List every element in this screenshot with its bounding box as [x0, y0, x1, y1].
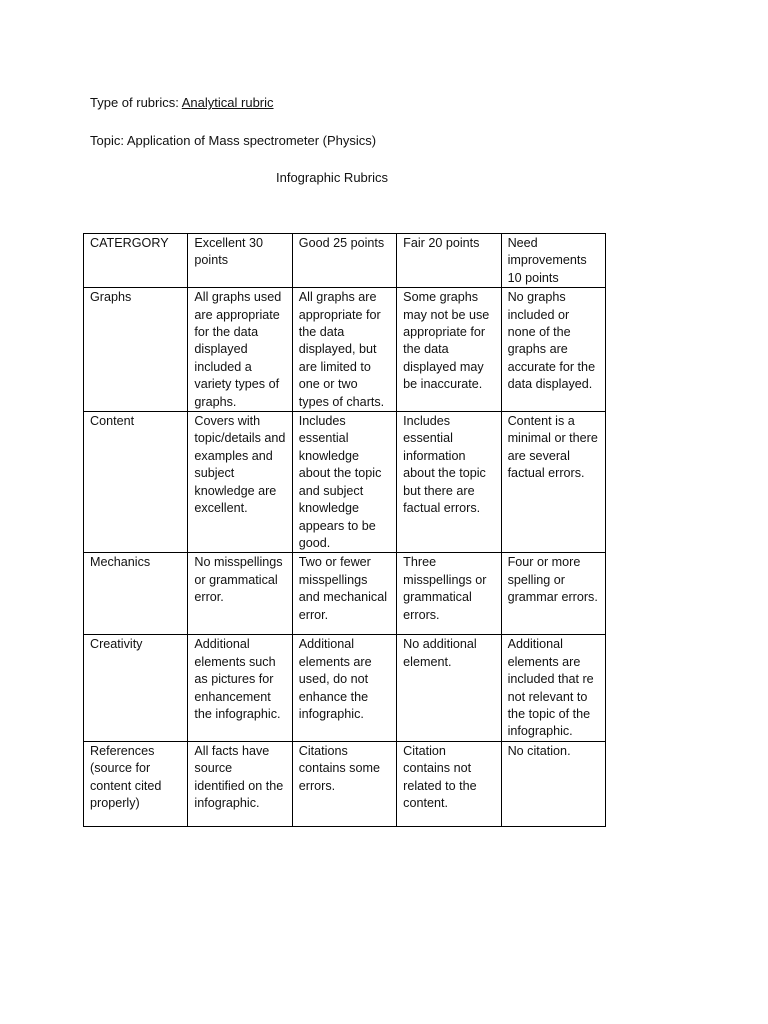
header-cell-excellent: Excellent 30 points [188, 234, 292, 288]
category-cell-creativity: Creativity [84, 635, 188, 741]
table-cell: Covers with topic/details and examples and subject knowledge are excellent. [188, 412, 292, 553]
table-row [84, 412, 606, 553]
table-cell: All graphs are appropriate for the data displayed, but are limited to one or two types of charts. [292, 288, 396, 412]
table-cell: All facts have source identified on the infographic. [188, 741, 292, 826]
table-cell: Three misspellings or grammatical errors. [397, 553, 501, 635]
table-cell: Four or more spelling or grammar errors. [501, 553, 605, 635]
table-cell: Additional elements are used, do not enhance the infographic. [292, 635, 396, 741]
table-cell: Includes essential information about the topic but there are factual errors. [397, 412, 501, 553]
header-cell-good: Good 25 points [292, 234, 396, 288]
header-cell-fair: Fair 20 points [397, 234, 501, 288]
table-cell: No additional element. [397, 635, 501, 741]
table-cell: Two or fewer misspellings and mechanical error. [292, 553, 396, 635]
header-cell-category: CATERGORY [84, 234, 188, 288]
rubric-table [83, 233, 606, 827]
category-cell-graphs: Graphs [84, 288, 188, 412]
category-cell-references: References (source for content cited properly) [84, 741, 188, 826]
table-cell: No graphs included or none of the graphs are accurate for the data displayed. [501, 288, 605, 412]
rubric-type-label: Type of rubrics: [90, 95, 182, 110]
rubric-type-value: Analytical rubric [181, 95, 274, 110]
rubric-type-line [90, 95, 274, 111]
table-cell: Citations contains some errors. [292, 741, 396, 826]
table-cell: No misspellings or grammatical error. [188, 553, 292, 635]
table-row [84, 288, 606, 412]
table-cell: Additional elements such as pictures for enhancement the infographic. [188, 635, 292, 741]
category-cell-content: Content [84, 412, 188, 553]
table-cell: Citation contains not related to the content. [397, 741, 501, 826]
document-heading: Infographic Rubrics [276, 170, 388, 185]
table-cell: Some graphs may not be use appropriate for the data displayed may be inaccurate. [397, 288, 501, 412]
table-row [84, 635, 606, 741]
table-cell: Additional elements are included that re not relevant to the topic of the infographic. [501, 635, 605, 741]
category-cell-mechanics: Mechanics [84, 553, 188, 635]
table-row [84, 741, 606, 826]
table-cell: All graphs used are appropriate for the data displayed included a variety types of graphs. [188, 288, 292, 412]
table-cell: Includes essential knowledge about the topic and subject knowledge appears to be good. [292, 412, 396, 553]
table-cell: Content is a minimal or there are several factual errors. [501, 412, 605, 553]
topic-line: Topic: Application of Mass spectrometer (Physics) [90, 133, 377, 148]
header-cell-need-improvements: Need improvements 10 points [501, 234, 605, 288]
table-row [84, 553, 606, 635]
table-cell: No citation. [501, 741, 605, 826]
header-row [84, 234, 606, 288]
